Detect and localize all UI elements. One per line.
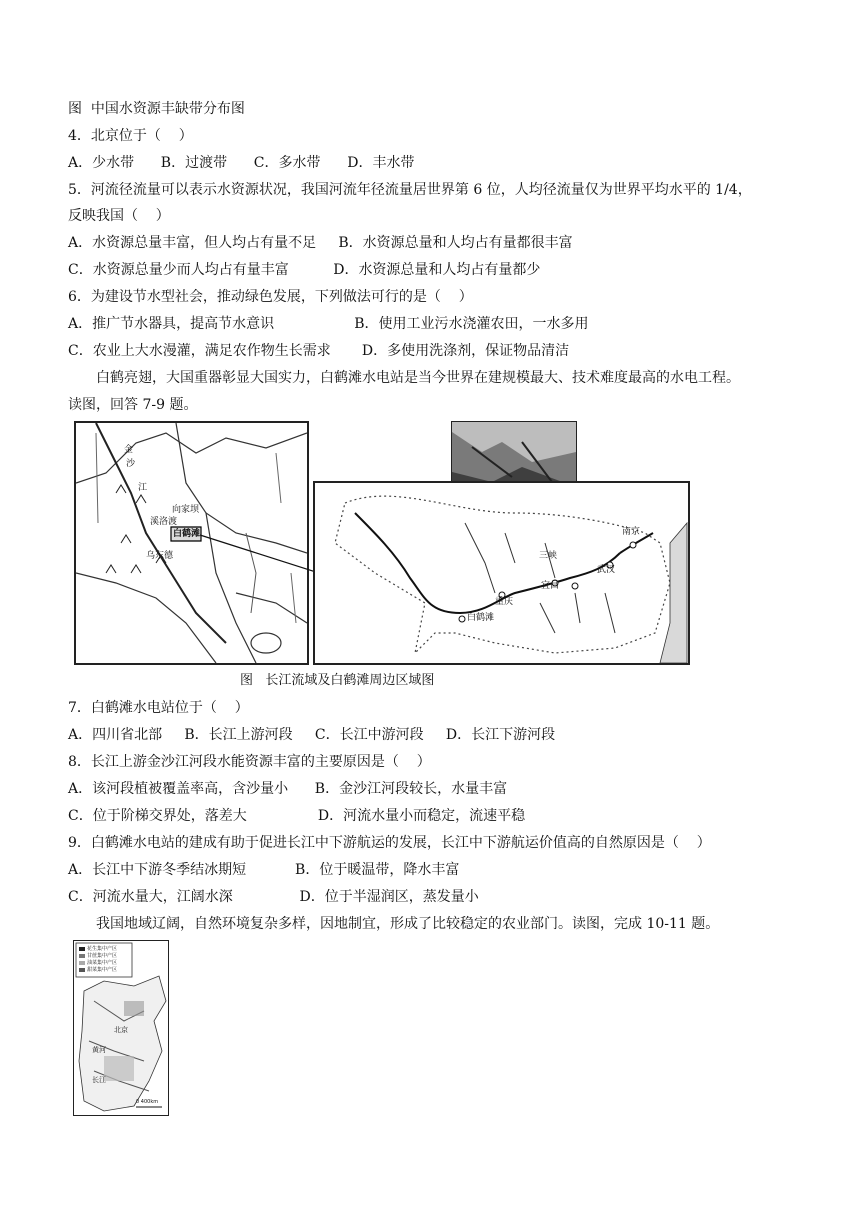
label-beijing: 北京	[114, 1026, 128, 1034]
question-6-options-line1: A．推广节水器具，提高节水意识 B．使用工业污水浇灌农田，一水多用	[68, 316, 589, 332]
label-jin: 金	[124, 445, 134, 455]
intro-10-11: 我国地域辽阔，自然环境复杂多样，因地制宜，形成了比较稳定的农业部门。读图，完成 10-11 题。	[96, 916, 720, 932]
legend-peanut: 花生集中产区	[87, 946, 118, 952]
label-wuhan: 武汉	[597, 565, 616, 575]
label-nanjing: 南京	[622, 527, 641, 537]
question-8-stem: 8．长江上游金沙江河段水能资源丰富的主要原因是（ ）	[68, 754, 431, 770]
label-sha: 沙	[126, 459, 136, 469]
question-4-stem: 4．北京位于（ ）	[68, 128, 193, 144]
label-sanxia: 三峡	[539, 551, 558, 561]
question-4-options: A．少水带 B．过渡带 C．多水带 D．丰水带	[68, 155, 415, 171]
intro-7-9-line2: 读图，回答 7-9 题。	[68, 397, 198, 413]
map-agriculture-panel	[73, 940, 169, 1116]
question-8-options-line1: A．该河段植被覆盖率高，含沙量小 B．金沙江河段较长，水量丰富	[68, 781, 508, 797]
legend-rapeseed: 油菜集中产区	[87, 960, 118, 966]
question-5-options-line2: C．水资源总量少而人均占有量丰富 D．水资源总量和人均占有量都少	[68, 262, 541, 278]
question-9-options-line1: A．长江中下游冬季结冰期短 B．位于暖温带，降水丰富	[68, 862, 460, 878]
question-6-options-line2: C．农业上大水漫灌，满足农作物生长需求 D．多使用洗涤剂，保证物品清洁	[68, 343, 570, 359]
map-scale: 0 400km	[136, 1099, 159, 1105]
map-right-drawing	[315, 483, 688, 663]
question-7-options: A．四川省北部 B．长江上游河段 C．长江中游河段 D．长江下游河段	[68, 727, 556, 743]
legend-sugarbeet: 甜菜集中产区	[87, 967, 118, 973]
map-yangtze-basin-panel	[313, 481, 690, 665]
label-xiangjiaba: 向家坝	[172, 505, 200, 515]
label-xiluodu: 溪洛渡	[150, 517, 178, 527]
question-5-stem-line1: 5．河流径流量可以表示水资源状况，我国河流年径流量居世界第 6 位，人均径流量仅为世界平均水平的 1/4，	[68, 182, 752, 198]
label-baihetan-left: 白鹤滩	[173, 529, 201, 539]
legend-sugarcane: 甘蔗集中产区	[87, 953, 118, 959]
label-yichang: 宜昌	[541, 581, 560, 591]
label-yellow-river: 黄河	[92, 1046, 106, 1054]
question-9-stem: 9．白鹤滩水电站的建成有助于促进长江中下游航运的发展，长江中下游航运价值高的自然原因是（ ）	[68, 835, 711, 851]
question-5-stem-line2: 反映我国（ ）	[68, 208, 170, 224]
question-9-options-line2: C．河流水量大，江阔水深 D．位于半湿润区，蒸发量小	[68, 889, 479, 905]
label-baihetan-right: 白鹤滩	[467, 613, 495, 623]
question-6-stem: 6．为建设节水型社会，推动绿色发展，下列做法可行的是（ ）	[68, 289, 473, 305]
question-7-stem: 7．白鹤滩水电站位于（ ）	[68, 700, 249, 716]
label-chongqing: 重庆	[495, 597, 514, 607]
label-jiang: 江	[138, 483, 148, 493]
question-5-options-line1: A．水资源总量丰富，但人均占有量不足 B．水资源总量和人均占有量都很丰富	[68, 235, 573, 251]
intro-7-9-line1: 白鹤亮翅，大国重器彰显大国实力，白鹤滩水电站是当今世界在建规模最大、技术难度最高的水电工程。	[96, 370, 740, 386]
figure-caption-water-resources: 图 中国水资源丰缺带分布图	[68, 101, 245, 117]
question-8-options-line2: C．位于阶梯交界处，落差大 D．河流水量小而稳定，流速平稳	[68, 808, 526, 824]
label-yangtze: 长江	[92, 1076, 106, 1084]
map-yangtze-caption: 图 长江流域及白鹤滩周边区域图	[240, 673, 435, 688]
label-wudongde: 乌东德	[146, 551, 174, 561]
